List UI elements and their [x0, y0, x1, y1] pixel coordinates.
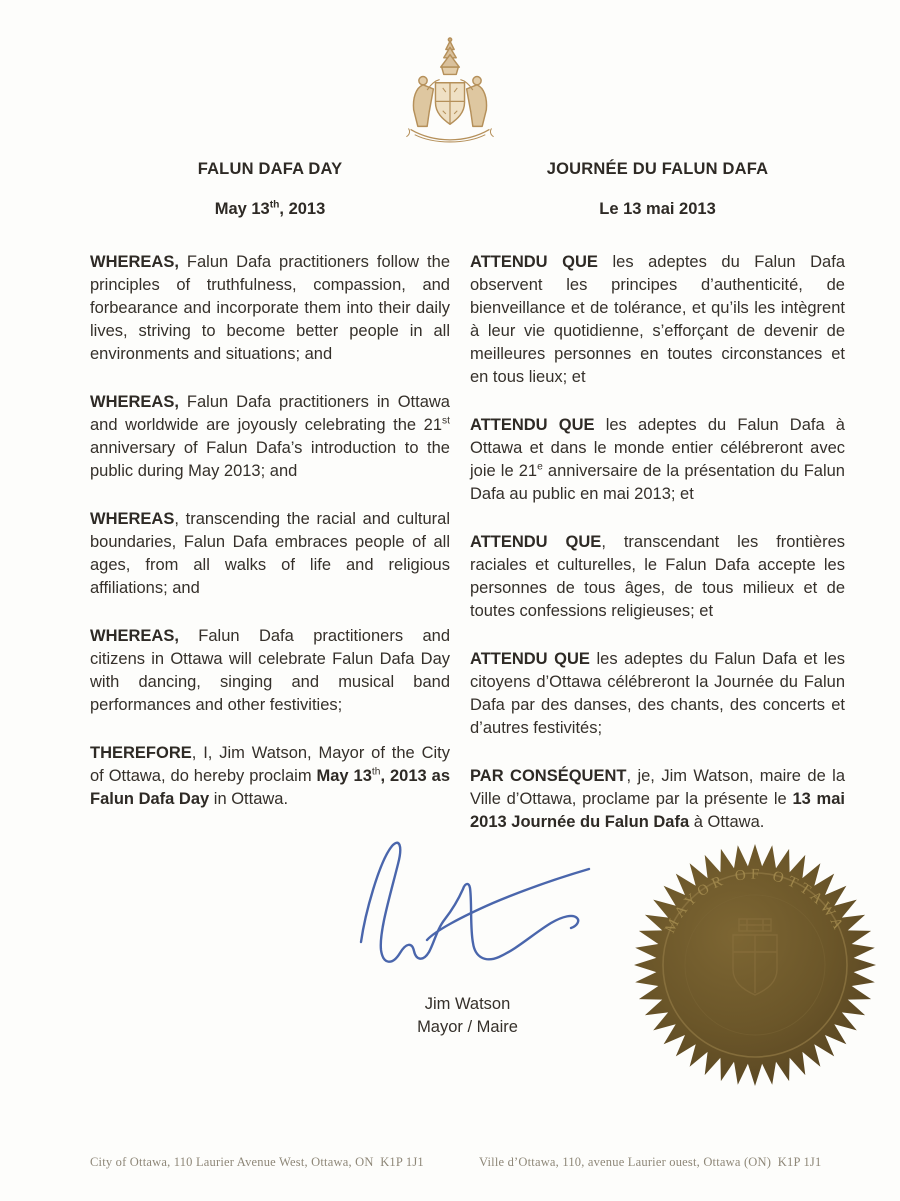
signatory-title: Mayor / Maire: [417, 1018, 518, 1036]
seal-container: [633, 843, 877, 1087]
paragraph-en-whereas-4: WHEREAS, Falun Dafa practitioners and citizens in Ottawa will celebrate Falun Dafa Day with dancing, singing and musical band performances and other festivities;: [90, 627, 450, 714]
paragraph-fr-consequent: PAR CONSÉQUENT, je, Jim Watson, maire de la Ville d’Ottawa, proclame par la présente le 13 mai 2013 Journée du Falun Dafa à Ottawa.: [470, 767, 846, 831]
date-french: Le 13 mai 2013: [599, 200, 716, 218]
city-seal-icon: [633, 843, 877, 1087]
crest-container: [0, 36, 900, 144]
ottawa-coat-of-arms-icon: [400, 36, 500, 144]
signature-block: [335, 836, 600, 1039]
column-french: [470, 160, 845, 859]
paragraph-fr-attendu-2: ATTENDU QUE les adeptes du Falun Dafa à Ottawa et dans le monde entier célébreront avec joie le 21e anniversaire de la présentation du Falun Dafa au public en mai 2013; et: [470, 416, 845, 503]
paragraph-en-whereas-1: WHEREAS, Falun Dafa practitioners follow the principles of truthfulness, compassion, and forbearance and incorporate them into their daily lives, striving to become better people in all environments and situations; and: [90, 253, 450, 363]
date-english: May 13th, 2013: [214, 199, 326, 218]
column-english: [90, 160, 450, 859]
paragraph-en-whereas-3: WHEREAS, transcending the racial and cultural boundaries, Falun Dafa embraces people of all ages, from all walks of life and religious affiliations; and: [90, 510, 450, 597]
mayor-signature-icon: [335, 836, 600, 986]
title-english: FALUN DAFA DAY: [197, 160, 343, 178]
footer-address-french: Ville d’Ottawa, 110, avenue Laurier ouest, Ottawa (ON) K1P 1J1: [479, 1155, 822, 1169]
proclamation-columns: [90, 160, 845, 859]
paragraph-en-therefore: THEREFORE, I, Jim Watson, Mayor of the City of Ottawa, do hereby proclaim May 13th, 2013 as Falun Dafa Day in Ottawa.: [90, 744, 450, 808]
paragraph-en-whereas-2: WHEREAS, Falun Dafa practitioners in Ottawa and worldwide are joyously celebrating the 21st anniversary of Falun Dafa’s introduction to the public during May 2013; and: [90, 393, 450, 480]
title-french: JOURNÉE DU FALUN DAFA: [546, 160, 769, 178]
footer-address-english: City of Ottawa, 110 Laurier Avenue West, Ottawa, ON K1P 1J1: [90, 1155, 424, 1169]
paragraph-fr-attendu-4: ATTENDU QUE les adeptes du Falun Dafa et les citoyens d’Ottawa célébreront la Journée du Falun Dafa par des danses, des chants, des concerts et d’autres festivités;: [470, 650, 845, 737]
paragraph-fr-attendu-1: ATTENDU QUE les adeptes du Falun Dafa observent les principes d’authenticité, de bienveillance et de tolérance, et qu’ils les intègrent à leur vie quotidienne, s’efforçant de devenir de meilleures personnes en toutes circonstances et en tous lieux; et: [470, 253, 845, 386]
signatory-name: Jim Watson: [424, 995, 511, 1013]
seal-ring-text: MAYOR OF OTTAWA: [662, 866, 848, 936]
paragraph-fr-attendu-3: ATTENDU QUE, transcendant les frontières raciales et culturelles, le Falun Dafa accepte les personnes de tous âges, de tous milieux et de toutes confessions religieuses; et: [470, 533, 845, 620]
